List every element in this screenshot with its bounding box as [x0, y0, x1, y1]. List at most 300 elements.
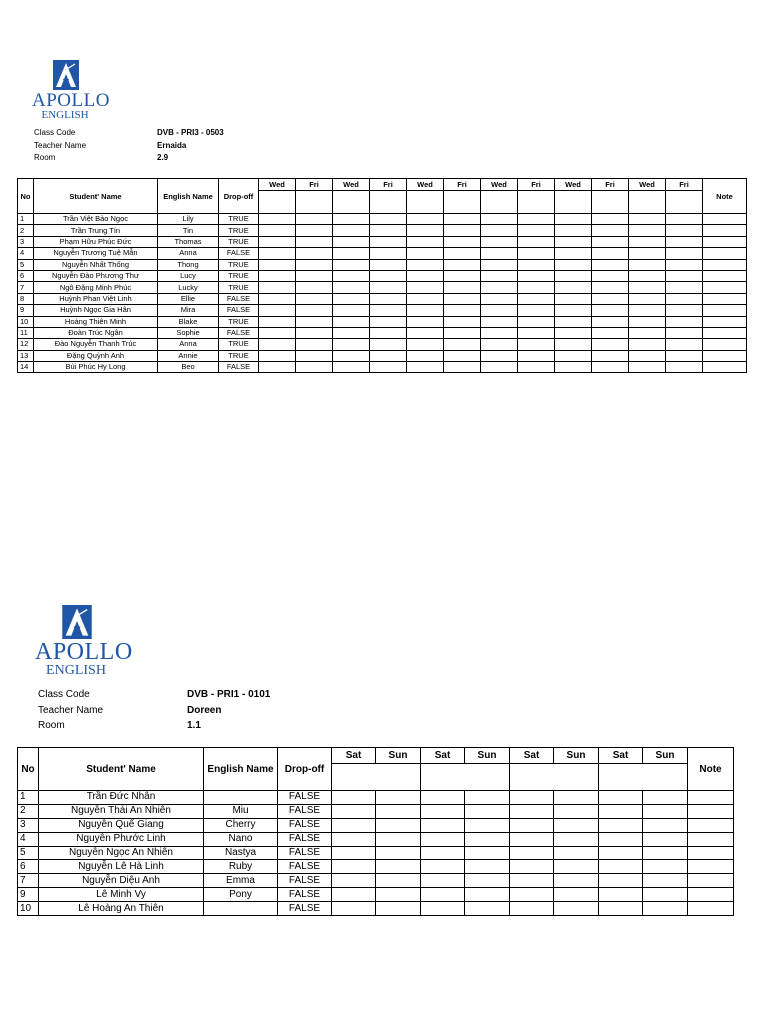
attendance-cell[interactable] — [510, 791, 554, 805]
note-cell[interactable] — [703, 259, 747, 270]
note-cell[interactable] — [688, 860, 734, 874]
attendance-cell[interactable] — [518, 316, 555, 327]
student-name: Nguyễn Thái An Nhiên — [39, 804, 204, 818]
attendance-cell[interactable] — [332, 888, 376, 902]
attendance-cell[interactable] — [465, 832, 510, 846]
note-cell[interactable] — [703, 225, 747, 236]
attendance-cell[interactable] — [555, 316, 592, 327]
drop-off-value: TRUE — [219, 270, 259, 281]
note-cell[interactable] — [688, 874, 734, 888]
attendance-cell[interactable] — [332, 804, 376, 818]
attendance-cell[interactable] — [333, 214, 370, 225]
attendance-cell[interactable] — [465, 846, 510, 860]
attendance-cell[interactable] — [592, 236, 629, 247]
table-row — [18, 270, 747, 281]
attendance-cell[interactable] — [518, 214, 555, 225]
attendance-cell[interactable] — [554, 902, 599, 916]
attendance-cell[interactable] — [592, 214, 629, 225]
date-cell[interactable] — [333, 191, 370, 214]
attendance-cell[interactable] — [444, 225, 481, 236]
attendance-cell[interactable] — [554, 860, 599, 874]
attendance-cell[interactable] — [332, 832, 376, 846]
attendance-cell[interactable] — [259, 282, 296, 293]
table-row — [18, 350, 747, 361]
attendance-cell[interactable] — [518, 350, 555, 361]
date-cell[interactable] — [296, 191, 333, 214]
date-cell[interactable] — [332, 764, 421, 791]
attendance-cell[interactable] — [407, 214, 444, 225]
attendance-cell[interactable] — [333, 305, 370, 316]
attendance-cell[interactable] — [444, 270, 481, 281]
attendance-cell[interactable] — [481, 248, 518, 259]
header-day: Fri — [370, 179, 407, 191]
attendance-cell[interactable] — [555, 339, 592, 350]
attendance-cell[interactable] — [592, 225, 629, 236]
attendance-cell[interactable] — [259, 293, 296, 304]
attendance-cell[interactable] — [370, 270, 407, 281]
attendance-cell[interactable] — [481, 214, 518, 225]
attendance-cell[interactable] — [444, 293, 481, 304]
attendance-cell[interactable] — [407, 236, 444, 247]
attendance-cell[interactable] — [259, 270, 296, 281]
attendance-cell[interactable] — [629, 282, 666, 293]
student-name: Phạm Hữu Phúc Đức — [34, 236, 158, 247]
attendance-cell[interactable] — [555, 350, 592, 361]
attendance-cell[interactable] — [599, 874, 643, 888]
attendance-cell[interactable] — [599, 832, 643, 846]
attendance-cell[interactable] — [465, 902, 510, 916]
attendance-cell[interactable] — [333, 270, 370, 281]
attendance-cell[interactable] — [370, 339, 407, 350]
attendance-cell[interactable] — [333, 339, 370, 350]
attendance-cell[interactable] — [555, 305, 592, 316]
attendance-cell[interactable] — [407, 362, 444, 373]
attendance-cell[interactable] — [629, 259, 666, 270]
attendance-cell[interactable] — [599, 902, 643, 916]
attendance-cell[interactable] — [376, 874, 421, 888]
attendance-cell[interactable] — [259, 225, 296, 236]
attendance-cell[interactable] — [407, 270, 444, 281]
attendance-cell[interactable] — [555, 270, 592, 281]
attendance-cell[interactable] — [510, 846, 554, 860]
attendance-cell[interactable] — [554, 804, 599, 818]
attendance-cell[interactable] — [643, 818, 688, 832]
attendance-cell[interactable] — [421, 874, 465, 888]
attendance-cell[interactable] — [259, 362, 296, 373]
attendance-cell[interactable] — [407, 259, 444, 270]
note-cell[interactable] — [688, 832, 734, 846]
attendance-cell[interactable] — [555, 248, 592, 259]
attendance-cell[interactable] — [333, 282, 370, 293]
date-cell[interactable] — [599, 764, 688, 791]
attendance-cell[interactable] — [370, 214, 407, 225]
attendance-cell[interactable] — [296, 259, 333, 270]
attendance-cell[interactable] — [370, 282, 407, 293]
attendance-cell[interactable] — [666, 225, 703, 236]
note-cell[interactable] — [688, 791, 734, 805]
attendance-cell[interactable] — [296, 350, 333, 361]
attendance-cell[interactable] — [518, 225, 555, 236]
attendance-cell[interactable] — [259, 259, 296, 270]
note-cell[interactable] — [703, 316, 747, 327]
note-cell[interactable] — [703, 293, 747, 304]
attendance-cell[interactable] — [259, 350, 296, 361]
attendance-cell[interactable] — [481, 362, 518, 373]
attendance-cell[interactable] — [599, 818, 643, 832]
attendance-cell[interactable] — [629, 293, 666, 304]
attendance-cell[interactable] — [444, 350, 481, 361]
english-name: Thong — [158, 259, 219, 270]
attendance-cell[interactable] — [333, 225, 370, 236]
drop-off-value: FALSE — [278, 874, 332, 888]
attendance-cell[interactable] — [481, 350, 518, 361]
attendance-cell[interactable] — [629, 327, 666, 338]
attendance-cell[interactable] — [555, 362, 592, 373]
attendance-cell[interactable] — [518, 248, 555, 259]
attendance-cell[interactable] — [259, 214, 296, 225]
note-cell[interactable] — [688, 902, 734, 916]
attendance-cell[interactable] — [555, 225, 592, 236]
attendance-cell[interactable] — [333, 350, 370, 361]
attendance-cell[interactable] — [421, 902, 465, 916]
attendance-cell[interactable] — [518, 293, 555, 304]
teacher-label: Teacher Name — [38, 704, 104, 716]
attendance-cell[interactable] — [444, 282, 481, 293]
attendance-cell[interactable] — [296, 236, 333, 247]
attendance-cell[interactable] — [555, 259, 592, 270]
attendance-cell[interactable] — [666, 259, 703, 270]
note-cell[interactable] — [688, 888, 734, 902]
attendance-cell[interactable] — [599, 791, 643, 805]
attendance-cell[interactable] — [518, 282, 555, 293]
attendance-cell[interactable] — [518, 236, 555, 247]
attendance-cell[interactable] — [481, 305, 518, 316]
attendance-cell[interactable] — [555, 214, 592, 225]
attendance-cell[interactable] — [444, 305, 481, 316]
attendance-cell[interactable] — [421, 832, 465, 846]
attendance-cell[interactable] — [629, 316, 666, 327]
attendance-cell[interactable] — [554, 874, 599, 888]
attendance-cell[interactable] — [510, 902, 554, 916]
attendance-cell[interactable] — [407, 305, 444, 316]
attendance-cell[interactable] — [666, 214, 703, 225]
attendance-cell[interactable] — [407, 293, 444, 304]
attendance-cell[interactable] — [296, 362, 333, 373]
attendance-cell[interactable] — [259, 248, 296, 259]
date-cell[interactable] — [510, 764, 599, 791]
attendance-cell[interactable] — [296, 305, 333, 316]
date-cell[interactable] — [666, 191, 703, 214]
attendance-cell[interactable] — [465, 874, 510, 888]
attendance-cell[interactable] — [666, 282, 703, 293]
attendance-cell[interactable] — [629, 248, 666, 259]
date-cell[interactable] — [481, 191, 518, 214]
attendance-cell[interactable] — [296, 225, 333, 236]
attendance-cell[interactable] — [333, 259, 370, 270]
attendance-cell[interactable] — [481, 259, 518, 270]
date-cell[interactable] — [518, 191, 555, 214]
table-body — [18, 791, 734, 916]
attendance-cell[interactable] — [629, 362, 666, 373]
attendance-cell[interactable] — [643, 888, 688, 902]
attendance-cell[interactable] — [592, 339, 629, 350]
attendance-cell[interactable] — [370, 236, 407, 247]
note-cell[interactable] — [703, 327, 747, 338]
date-cell[interactable] — [259, 191, 296, 214]
attendance-cell[interactable] — [629, 214, 666, 225]
attendance-cell[interactable] — [643, 791, 688, 805]
attendance-cell[interactable] — [518, 327, 555, 338]
attendance-cell[interactable] — [666, 350, 703, 361]
attendance-cell[interactable] — [510, 860, 554, 874]
attendance-cell[interactable] — [518, 259, 555, 270]
attendance-cell[interactable] — [592, 259, 629, 270]
date-cell[interactable] — [407, 191, 444, 214]
attendance-cell[interactable] — [370, 225, 407, 236]
attendance-cell[interactable] — [370, 305, 407, 316]
note-cell[interactable] — [703, 282, 747, 293]
attendance-cell[interactable] — [481, 293, 518, 304]
attendance-cell[interactable] — [592, 362, 629, 373]
attendance-cell[interactable] — [376, 888, 421, 902]
attendance-cell[interactable] — [629, 225, 666, 236]
attendance-cell[interactable] — [481, 282, 518, 293]
attendance-cell[interactable] — [407, 248, 444, 259]
attendance-cell[interactable] — [332, 902, 376, 916]
attendance-cell[interactable] — [444, 327, 481, 338]
attendance-cell[interactable] — [296, 339, 333, 350]
student-name: Nguyễn Trương Tuệ Mẫn — [34, 248, 158, 259]
attendance-cell[interactable] — [296, 293, 333, 304]
attendance-cell[interactable] — [333, 316, 370, 327]
attendance-cell[interactable] — [333, 293, 370, 304]
attendance-cell[interactable] — [333, 248, 370, 259]
attendance-cell[interactable] — [666, 316, 703, 327]
attendance-cell[interactable] — [643, 902, 688, 916]
attendance-cell[interactable] — [643, 874, 688, 888]
attendance-cell[interactable] — [407, 339, 444, 350]
attendance-cell[interactable] — [370, 248, 407, 259]
attendance-cell[interactable] — [465, 888, 510, 902]
attendance-cell[interactable] — [510, 818, 554, 832]
note-cell[interactable] — [688, 846, 734, 860]
drop-off-value: FALSE — [278, 888, 332, 902]
note-cell[interactable] — [703, 214, 747, 225]
attendance-cell[interactable] — [666, 236, 703, 247]
attendance-cell[interactable] — [370, 327, 407, 338]
note-cell[interactable] — [703, 362, 747, 373]
date-cell[interactable] — [555, 191, 592, 214]
attendance-cell[interactable] — [599, 860, 643, 874]
attendance-cell[interactable] — [481, 236, 518, 247]
attendance-cell[interactable] — [421, 888, 465, 902]
attendance-cell[interactable] — [666, 362, 703, 373]
attendance-cell[interactable] — [629, 270, 666, 281]
attendance-cell[interactable] — [444, 236, 481, 247]
note-cell[interactable] — [703, 236, 747, 247]
attendance-cell[interactable] — [444, 214, 481, 225]
attendance-cell[interactable] — [259, 327, 296, 338]
attendance-cell[interactable] — [259, 316, 296, 327]
attendance-cell[interactable] — [407, 316, 444, 327]
row-number: 11 — [18, 327, 34, 338]
attendance-cell[interactable] — [421, 804, 465, 818]
attendance-cell[interactable] — [444, 316, 481, 327]
attendance-cell[interactable] — [465, 860, 510, 874]
attendance-cell[interactable] — [666, 248, 703, 259]
attendance-cell[interactable] — [555, 327, 592, 338]
attendance-cell[interactable] — [592, 282, 629, 293]
note-cell[interactable] — [703, 350, 747, 361]
attendance-cell[interactable] — [407, 327, 444, 338]
attendance-cell[interactable] — [666, 293, 703, 304]
student-name: Đào Nguyễn Thanh Trúc — [34, 339, 158, 350]
attendance-cell[interactable] — [481, 339, 518, 350]
drop-off-value: FALSE — [278, 846, 332, 860]
attendance-cell[interactable] — [259, 305, 296, 316]
attendance-cell[interactable] — [518, 362, 555, 373]
attendance-cell[interactable] — [407, 282, 444, 293]
attendance-cell[interactable] — [376, 902, 421, 916]
attendance-cell[interactable] — [376, 818, 421, 832]
attendance-cell[interactable] — [592, 327, 629, 338]
english-name — [204, 902, 278, 916]
attendance-cell[interactable] — [481, 316, 518, 327]
attendance-cell[interactable] — [376, 832, 421, 846]
attendance-cell[interactable] — [296, 270, 333, 281]
attendance-cell[interactable] — [370, 350, 407, 361]
attendance-cell[interactable] — [629, 339, 666, 350]
attendance-cell[interactable] — [332, 846, 376, 860]
attendance-cell[interactable] — [444, 248, 481, 259]
attendance-cell[interactable] — [629, 350, 666, 361]
attendance-cell[interactable] — [332, 818, 376, 832]
attendance-cell[interactable] — [510, 874, 554, 888]
attendance-cell[interactable] — [643, 846, 688, 860]
attendance-cell[interactable] — [465, 818, 510, 832]
date-cell[interactable] — [370, 191, 407, 214]
attendance-cell[interactable] — [518, 270, 555, 281]
attendance-cell[interactable] — [333, 362, 370, 373]
attendance-cell[interactable] — [629, 236, 666, 247]
attendance-cell[interactable] — [554, 846, 599, 860]
attendance-cell[interactable] — [333, 236, 370, 247]
note-cell[interactable] — [688, 818, 734, 832]
attendance-cell[interactable] — [592, 248, 629, 259]
attendance-cell[interactable] — [599, 888, 643, 902]
attendance-cell[interactable] — [296, 282, 333, 293]
attendance-cell[interactable] — [407, 225, 444, 236]
attendance-cell[interactable] — [370, 316, 407, 327]
attendance-cell[interactable] — [407, 350, 444, 361]
attendance-cell[interactable] — [554, 791, 599, 805]
attendance-cell[interactable] — [666, 270, 703, 281]
table-row — [18, 874, 734, 888]
table-row — [18, 804, 734, 818]
attendance-cell[interactable] — [481, 270, 518, 281]
attendance-cell[interactable] — [599, 804, 643, 818]
attendance-cell[interactable] — [296, 316, 333, 327]
attendance-cell[interactable] — [296, 327, 333, 338]
attendance-cell[interactable] — [259, 236, 296, 247]
attendance-cell[interactable] — [259, 339, 296, 350]
note-cell[interactable] — [703, 305, 747, 316]
attendance-cell[interactable] — [666, 339, 703, 350]
date-cell[interactable] — [629, 191, 666, 214]
attendance-cell[interactable] — [332, 791, 376, 805]
attendance-cell[interactable] — [376, 846, 421, 860]
attendance-cell[interactable] — [481, 225, 518, 236]
attendance-cell[interactable] — [465, 804, 510, 818]
attendance-cell[interactable] — [444, 339, 481, 350]
attendance-cell[interactable] — [510, 888, 554, 902]
attendance-cell[interactable] — [481, 327, 518, 338]
header-day: Fri — [592, 179, 629, 191]
attendance-cell[interactable] — [296, 214, 333, 225]
attendance-cell[interactable] — [666, 327, 703, 338]
attendance-cell[interactable] — [421, 846, 465, 860]
attendance-cell[interactable] — [643, 804, 688, 818]
header-student-name: Student' Name — [34, 179, 158, 214]
row-number: 5 — [18, 846, 39, 860]
attendance-cell[interactable] — [666, 305, 703, 316]
attendance-cell[interactable] — [592, 316, 629, 327]
attendance-cell[interactable] — [555, 236, 592, 247]
attendance-cell[interactable] — [518, 305, 555, 316]
attendance-cell[interactable] — [554, 888, 599, 902]
attendance-cell[interactable] — [376, 791, 421, 805]
note-cell[interactable] — [703, 248, 747, 259]
attendance-cell[interactable] — [554, 832, 599, 846]
attendance-cell[interactable] — [421, 818, 465, 832]
attendance-cell[interactable] — [555, 293, 592, 304]
note-cell[interactable] — [703, 270, 747, 281]
attendance-cell[interactable] — [444, 362, 481, 373]
date-cell[interactable] — [444, 191, 481, 214]
date-cell[interactable] — [421, 764, 510, 791]
attendance-cell[interactable] — [554, 818, 599, 832]
attendance-cell[interactable] — [592, 293, 629, 304]
attendance-cell[interactable] — [592, 350, 629, 361]
attendance-cell[interactable] — [332, 874, 376, 888]
attendance-cell[interactable] — [518, 339, 555, 350]
attendance-cell[interactable] — [643, 832, 688, 846]
attendance-cell[interactable] — [296, 248, 333, 259]
date-cell[interactable] — [592, 191, 629, 214]
attendance-cell[interactable] — [421, 860, 465, 874]
note-cell[interactable] — [688, 804, 734, 818]
attendance-cell[interactable] — [629, 305, 666, 316]
attendance-cell[interactable] — [376, 860, 421, 874]
attendance-cell[interactable] — [643, 860, 688, 874]
attendance-cell[interactable] — [599, 846, 643, 860]
attendance-cell[interactable] — [370, 293, 407, 304]
attendance-cell[interactable] — [592, 305, 629, 316]
attendance-cell[interactable] — [333, 327, 370, 338]
attendance-cell[interactable] — [332, 860, 376, 874]
attendance-cell[interactable] — [510, 804, 554, 818]
attendance-cell[interactable] — [510, 832, 554, 846]
attendance-cell[interactable] — [444, 259, 481, 270]
attendance-cell[interactable] — [370, 362, 407, 373]
attendance-cell[interactable] — [555, 282, 592, 293]
attendance-cell[interactable] — [421, 791, 465, 805]
attendance-cell[interactable] — [465, 791, 510, 805]
attendance-cell[interactable] — [376, 804, 421, 818]
attendance-cell[interactable] — [592, 270, 629, 281]
note-cell[interactable] — [703, 339, 747, 350]
attendance-cell[interactable] — [370, 259, 407, 270]
